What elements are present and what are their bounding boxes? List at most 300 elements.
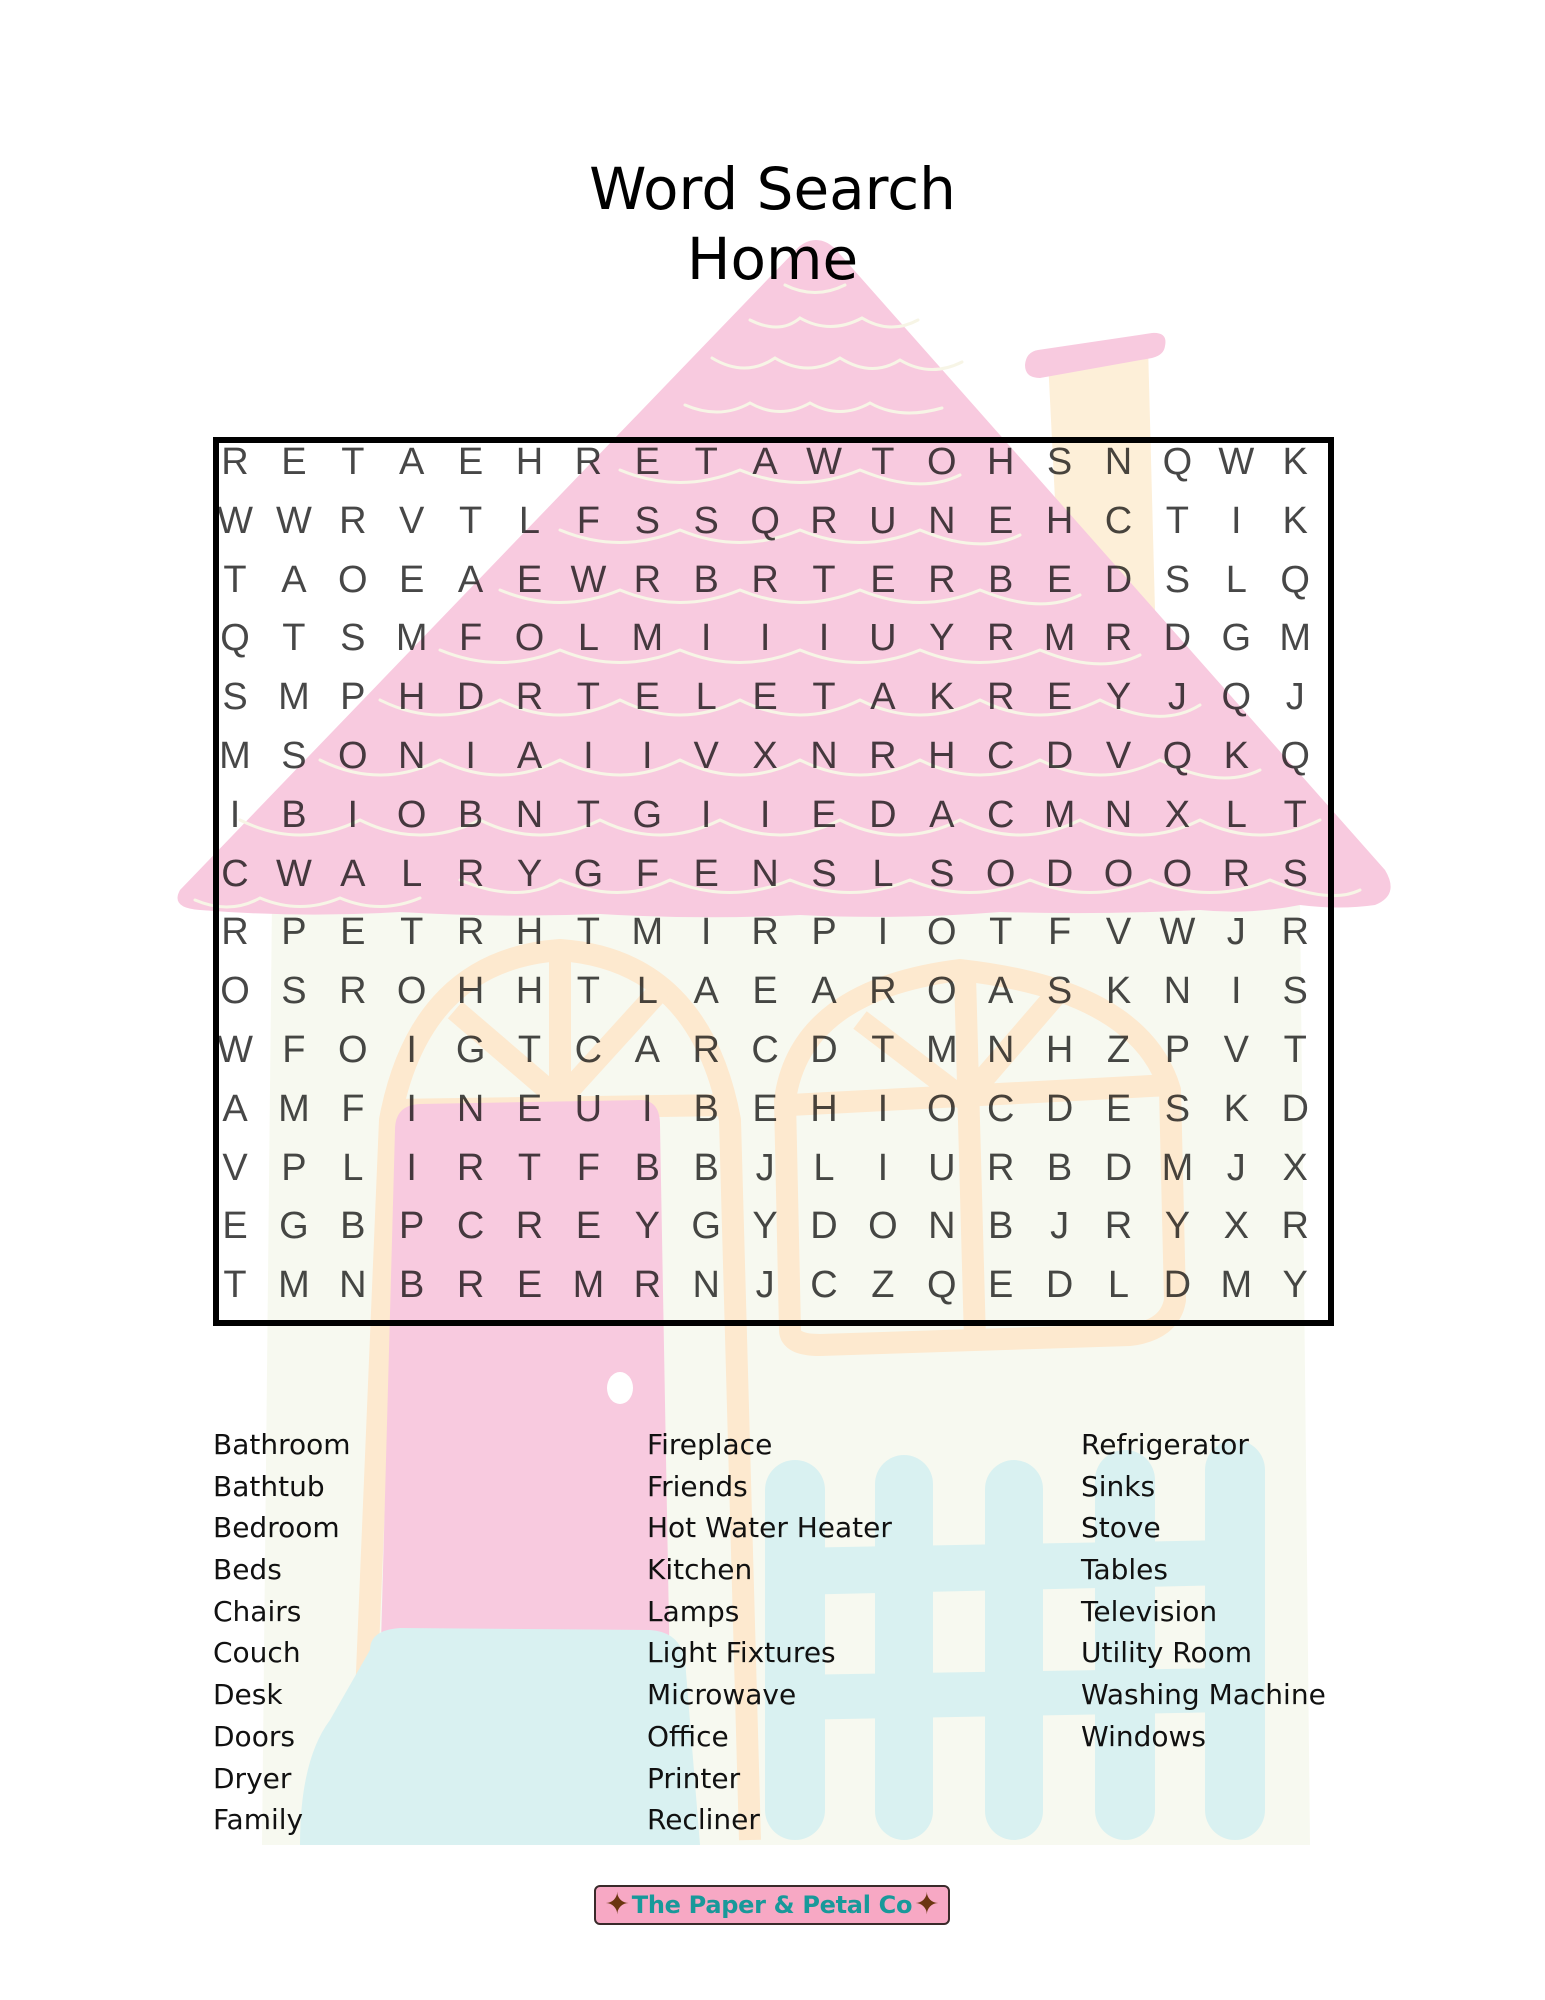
grid-cell[interactable]: E xyxy=(988,1264,1014,1307)
grid-cell[interactable]: Q xyxy=(750,499,780,542)
grid-cell[interactable]: C xyxy=(986,1087,1015,1130)
grid-cell[interactable]: E xyxy=(811,793,837,836)
grid-cell[interactable]: S xyxy=(281,970,307,1013)
grid-cell[interactable]: F xyxy=(576,1146,600,1189)
grid-cell[interactable]: T xyxy=(1283,793,1307,836)
grid-cell[interactable]: E xyxy=(752,676,778,719)
grid-cell[interactable]: M xyxy=(1220,1264,1253,1307)
grid-cell[interactable]: I xyxy=(1231,970,1242,1013)
grid-cell[interactable]: J xyxy=(1226,911,1246,954)
grid-cell[interactable]: E xyxy=(516,558,543,601)
grid-cell[interactable]: E xyxy=(457,441,484,483)
grid-cell[interactable]: O xyxy=(927,441,957,483)
grid-cell[interactable]: Y xyxy=(634,1205,660,1248)
grid-cell[interactable]: D xyxy=(1045,735,1074,777)
grid-cell[interactable]: R xyxy=(751,558,779,601)
grid-cell[interactable]: O xyxy=(338,735,368,777)
grid-cell[interactable]: E xyxy=(752,1087,778,1130)
grid-cell[interactable]: Y xyxy=(1164,1205,1191,1248)
grid-cell[interactable]: C xyxy=(986,793,1015,836)
grid-cell[interactable]: X xyxy=(1282,1146,1308,1189)
grid-cell[interactable]: T xyxy=(517,1029,542,1071)
grid-cell[interactable]: R xyxy=(515,1205,544,1248)
grid-cell[interactable]: N xyxy=(751,852,779,895)
grid-cell[interactable]: T xyxy=(576,676,600,719)
grid-cell[interactable]: Q xyxy=(927,1264,957,1307)
grid-cell[interactable]: E xyxy=(399,558,425,601)
grid-cell[interactable]: K xyxy=(1282,441,1308,483)
grid-cell[interactable]: R xyxy=(692,1029,720,1071)
grid-cell[interactable]: T xyxy=(694,441,718,483)
grid-cell[interactable]: B xyxy=(693,1146,719,1189)
grid-cell[interactable]: L xyxy=(518,499,541,542)
grid-cell[interactable]: I xyxy=(877,1146,889,1189)
grid-cell[interactable]: I xyxy=(406,1087,417,1130)
grid-cell[interactable]: E xyxy=(988,499,1014,542)
grid-cell[interactable]: I xyxy=(759,793,771,836)
grid-cell[interactable]: R xyxy=(456,1146,485,1189)
grid-cell[interactable]: S xyxy=(693,499,719,542)
grid-cell[interactable]: F xyxy=(458,617,483,660)
grid-cell[interactable]: A xyxy=(281,558,307,601)
word-item: Desk xyxy=(213,1678,283,1712)
grid-cell[interactable]: L xyxy=(1107,1264,1130,1307)
grid-cell[interactable]: A xyxy=(929,793,955,836)
grid-cell[interactable]: H xyxy=(1045,1029,1074,1071)
grid-cell[interactable]: D xyxy=(1163,617,1192,660)
grid-cell[interactable]: C xyxy=(810,1264,838,1307)
grid-cell[interactable]: R xyxy=(1281,1205,1309,1248)
grid-cell[interactable]: H xyxy=(515,441,544,483)
grid-cell[interactable]: M xyxy=(631,617,664,660)
grid-cell[interactable]: L xyxy=(813,1146,835,1189)
grid-cell[interactable]: E xyxy=(1046,558,1073,601)
grid-cell[interactable]: U xyxy=(928,1146,956,1189)
grid-cell[interactable]: T xyxy=(576,793,600,836)
grid-cell[interactable]: R xyxy=(1222,852,1251,895)
grid-cell[interactable]: L xyxy=(695,676,717,719)
grid-cell[interactable]: L xyxy=(872,852,894,895)
grid-cell[interactable]: D xyxy=(810,1029,838,1071)
grid-cell[interactable]: L xyxy=(1225,793,1247,836)
grid-cell[interactable]: T xyxy=(341,441,365,483)
grid-cell[interactable]: S xyxy=(1046,970,1073,1013)
grid-cell[interactable]: J xyxy=(755,1146,775,1189)
grid-cell[interactable]: B xyxy=(340,1205,366,1248)
grid-cell[interactable]: O xyxy=(927,911,957,954)
grid-cell[interactable]: W xyxy=(275,852,312,895)
grid-cell[interactable]: P xyxy=(281,911,307,954)
grid-cell[interactable]: E xyxy=(870,558,896,601)
grid-cell[interactable]: V xyxy=(1105,911,1132,954)
grid-cell[interactable]: O xyxy=(927,970,957,1013)
grid-cell[interactable]: N xyxy=(1104,793,1133,836)
grid-cell[interactable]: T xyxy=(576,970,600,1013)
grid-cell[interactable]: Q xyxy=(1280,735,1310,777)
grid-cell[interactable]: R xyxy=(1104,617,1133,660)
grid-cell[interactable]: W xyxy=(1159,911,1196,954)
grid-cell[interactable]: O xyxy=(985,852,1016,895)
grid-cell[interactable]: Y xyxy=(1105,676,1132,719)
grid-cell[interactable]: T xyxy=(812,558,836,601)
grid-cell[interactable]: S xyxy=(340,617,366,660)
grid-cell[interactable]: C xyxy=(456,1205,485,1248)
grid-cell[interactable]: M xyxy=(631,911,664,954)
grid-cell[interactable]: I xyxy=(406,1029,417,1071)
grid-cell[interactable]: S xyxy=(1046,441,1073,483)
grid-cell[interactable]: A xyxy=(811,970,837,1013)
grid-cell[interactable]: R xyxy=(986,676,1015,719)
word-item: Utility Room xyxy=(1081,1636,1252,1670)
grid-cell[interactable]: C xyxy=(986,735,1015,777)
grid-cell[interactable]: R xyxy=(1104,1205,1133,1248)
grid-cell[interactable]: S xyxy=(811,852,837,895)
grid-cell[interactable]: P xyxy=(1164,1029,1191,1071)
grid-cell[interactable]: R xyxy=(810,499,838,542)
grid-cell[interactable]: D xyxy=(456,676,485,719)
grid-cell[interactable]: T xyxy=(400,911,424,954)
grid-cell[interactable]: V xyxy=(1105,735,1132,777)
word-item: Microwave xyxy=(647,1678,797,1712)
grid-cell[interactable]: R xyxy=(751,911,779,954)
grid-cell[interactable]: K xyxy=(1282,499,1308,542)
grid-cell[interactable]: J xyxy=(1167,676,1187,719)
grid-cell[interactable]: A xyxy=(752,441,778,483)
grid-cell[interactable]: F xyxy=(1047,911,1072,954)
grid-cell[interactable]: B xyxy=(399,1264,425,1307)
grid-cell[interactable]: H xyxy=(810,1087,838,1130)
grid-cell[interactable]: G xyxy=(455,1029,486,1071)
grid-cell[interactable]: C xyxy=(751,1029,779,1071)
grid-cell[interactable]: N xyxy=(986,1029,1015,1071)
grid-cell[interactable]: M xyxy=(1043,793,1076,836)
grid-cell[interactable]: I xyxy=(583,735,594,777)
grid-cell[interactable]: D xyxy=(1163,1264,1192,1307)
grid-cell[interactable]: S xyxy=(1164,558,1191,601)
word-item: Printer xyxy=(647,1761,741,1795)
grid-cell[interactable]: M xyxy=(278,1087,310,1130)
grid-cell[interactable]: M xyxy=(278,1264,310,1307)
grid-cell[interactable]: S xyxy=(281,735,307,777)
grid-cell[interactable]: H xyxy=(1045,499,1074,542)
grid-cell[interactable]: B xyxy=(988,1205,1014,1248)
grid-cell[interactable]: Q xyxy=(1221,676,1252,719)
grid-cell[interactable]: H xyxy=(397,676,426,719)
grid-cell[interactable]: I xyxy=(229,793,241,836)
grid-cell[interactable]: H xyxy=(456,970,485,1013)
grid-cell[interactable]: L xyxy=(577,617,599,660)
grid-cell[interactable]: S xyxy=(222,676,248,719)
grid-cell[interactable]: P xyxy=(399,1205,425,1248)
grid-cell[interactable]: H xyxy=(928,735,956,777)
grid-cell[interactable]: E xyxy=(693,852,719,895)
grid-cell[interactable]: I xyxy=(759,617,771,660)
grid-cell[interactable]: H xyxy=(515,911,544,954)
grid-cell[interactable]: R xyxy=(986,1146,1015,1189)
grid-cell[interactable]: A xyxy=(222,1087,248,1130)
grid-cell[interactable]: J xyxy=(1050,1205,1070,1248)
grid-cell[interactable]: Z xyxy=(1106,1029,1131,1071)
grid-cell[interactable]: O xyxy=(396,970,427,1013)
grid-cell[interactable]: Q xyxy=(220,617,250,660)
grid-cell[interactable]: W xyxy=(217,499,253,542)
grid-cell[interactable]: G xyxy=(691,1205,721,1248)
grid-cell[interactable]: Z xyxy=(871,1264,895,1307)
grid-cell[interactable]: O xyxy=(927,1087,957,1130)
grid-cell[interactable]: K xyxy=(1105,970,1132,1013)
grid-cell[interactable]: O xyxy=(868,1205,898,1248)
grid-cell[interactable]: S xyxy=(1282,852,1308,895)
grid-cell[interactable]: I xyxy=(347,793,359,836)
grid-cell[interactable]: M xyxy=(395,617,428,660)
grid-cell[interactable]: M xyxy=(1161,1146,1194,1189)
grid-cell[interactable]: R xyxy=(986,617,1015,660)
grid-cell[interactable]: P xyxy=(811,911,837,954)
grid-cell[interactable]: I xyxy=(700,911,712,954)
grid-cell[interactable]: N xyxy=(810,735,838,777)
grid-cell[interactable]: C xyxy=(574,1029,603,1071)
grid-cell[interactable]: T xyxy=(812,676,836,719)
grid-cell[interactable]: C xyxy=(1104,499,1133,542)
grid-cell[interactable]: H xyxy=(515,970,544,1013)
grid-cell[interactable]: D xyxy=(1045,1264,1074,1307)
grid-cell[interactable]: T xyxy=(223,1264,247,1307)
grid-cell[interactable]: F xyxy=(282,1029,306,1071)
grid-cell[interactable]: R xyxy=(928,558,956,601)
grid-cell[interactable]: D xyxy=(810,1205,838,1248)
grid-cell[interactable]: T xyxy=(576,911,600,954)
grid-cell[interactable]: I xyxy=(642,735,653,777)
grid-cell[interactable]: A xyxy=(340,852,366,895)
grid-cell[interactable]: M xyxy=(278,676,310,719)
grid-cell[interactable]: R xyxy=(869,735,897,777)
grid-cell[interactable]: S xyxy=(929,852,955,895)
grid-cell[interactable]: N xyxy=(928,1205,956,1248)
grid-cell[interactable]: N xyxy=(928,499,956,542)
grid-cell[interactable]: Y xyxy=(929,617,955,660)
grid-cell[interactable]: A xyxy=(634,1029,660,1071)
grid-cell[interactable]: Q xyxy=(1162,735,1193,777)
grid-cell[interactable]: R xyxy=(633,558,662,601)
grid-cell[interactable]: R xyxy=(221,911,249,954)
grid-cell[interactable]: X xyxy=(752,735,778,777)
grid-cell[interactable]: L xyxy=(636,970,658,1013)
grid-cell[interactable]: R xyxy=(1281,911,1309,954)
grid-cell[interactable]: B xyxy=(634,1146,660,1189)
word-list-column-1 xyxy=(213,1424,351,1841)
grid-cell[interactable]: N xyxy=(456,1087,485,1130)
grid-cell[interactable]: J xyxy=(755,1264,775,1307)
grid-cell[interactable]: K xyxy=(1223,735,1249,777)
grid-cell[interactable]: T xyxy=(282,617,306,660)
grid-cell[interactable]: S xyxy=(1282,970,1308,1013)
grid-cell[interactable]: C xyxy=(221,852,249,895)
grid-cell[interactable]: I xyxy=(642,1087,653,1130)
grid-cell[interactable]: T xyxy=(223,558,247,601)
grid-cell[interactable]: O xyxy=(1162,852,1193,895)
word-search-grid[interactable] xyxy=(213,437,1334,1326)
grid-cell[interactable]: E xyxy=(516,1264,543,1307)
grid-cell[interactable]: V xyxy=(222,1146,248,1189)
grid-cell[interactable]: B xyxy=(988,558,1014,601)
grid-cell[interactable]: D xyxy=(869,793,897,836)
grid-cell[interactable]: F xyxy=(341,1087,365,1130)
grid-cell[interactable]: X xyxy=(1164,793,1191,836)
grid-cell[interactable]: E xyxy=(340,911,366,954)
grid-cell[interactable]: O xyxy=(338,558,368,601)
grid-cell[interactable]: R xyxy=(456,911,485,954)
grid-cell[interactable]: E xyxy=(634,676,660,719)
grid-cell[interactable]: R xyxy=(869,970,897,1013)
grid-cell[interactable]: E xyxy=(634,441,660,483)
grid-cell[interactable]: X xyxy=(1223,1205,1249,1248)
word-item: Hot Water Heater xyxy=(647,1511,892,1545)
page-subtitle: Home xyxy=(686,225,859,293)
grid-cell[interactable]: S xyxy=(634,499,660,542)
grid-cell[interactable]: D xyxy=(1104,1146,1133,1189)
grid-cell[interactable]: Y xyxy=(516,852,543,895)
grid-cell[interactable]: E xyxy=(1046,676,1073,719)
grid-cell[interactable]: O xyxy=(338,1029,368,1071)
grid-cell[interactable]: G xyxy=(632,793,663,836)
grid-cell[interactable]: W xyxy=(1218,441,1255,483)
grid-cell[interactable]: W xyxy=(275,499,312,542)
grid-cell[interactable]: V xyxy=(399,499,425,542)
grid-cell[interactable]: W xyxy=(217,1029,253,1071)
grid-cell[interactable]: Q xyxy=(1280,558,1310,601)
grid-cell[interactable]: N xyxy=(515,793,544,836)
grid-cell[interactable]: R xyxy=(456,852,485,895)
grid-cell[interactable]: J xyxy=(1226,1146,1246,1189)
grid-cell[interactable]: U xyxy=(869,617,897,660)
grid-cell[interactable]: T xyxy=(1165,499,1189,542)
grid-cell[interactable]: L xyxy=(401,852,423,895)
word-list-column-2 xyxy=(647,1424,892,1841)
grid-cell[interactable]: N xyxy=(1104,441,1133,483)
grid-cell[interactable]: T xyxy=(517,1146,542,1189)
grid-cell[interactable]: H xyxy=(986,441,1015,483)
grid-cell[interactable]: R xyxy=(515,676,544,719)
grid-cell[interactable]: A xyxy=(870,676,896,719)
grid-cell[interactable]: R xyxy=(339,499,367,542)
grid-cell[interactable]: E xyxy=(1105,1087,1132,1130)
grid-cell[interactable]: I xyxy=(465,735,476,777)
grid-cell[interactable]: E xyxy=(752,970,778,1013)
grid-cell[interactable]: E xyxy=(281,441,307,483)
grid-cell[interactable]: B xyxy=(693,558,719,601)
grid-cell[interactable]: G xyxy=(1221,617,1252,660)
grid-cell[interactable]: B xyxy=(693,1087,719,1130)
grid-cell[interactable]: W xyxy=(806,441,842,483)
grid-cell[interactable]: M xyxy=(572,1264,605,1307)
grid-cell[interactable]: L xyxy=(1225,558,1247,601)
grid-cell[interactable]: D xyxy=(1045,1087,1074,1130)
grid-cell[interactable]: O xyxy=(396,793,427,836)
grid-cell[interactable]: I xyxy=(877,1087,889,1130)
grid-cell[interactable]: M xyxy=(925,1029,958,1071)
grid-cell[interactable]: N xyxy=(692,1264,720,1307)
grid-cell[interactable]: T xyxy=(458,499,483,542)
grid-cell[interactable]: M xyxy=(1043,617,1076,660)
grid-cell[interactable]: L xyxy=(342,1146,364,1189)
grid-cell[interactable]: N xyxy=(339,1264,367,1307)
grid-cell[interactable]: B xyxy=(1046,1146,1073,1189)
grid-cell[interactable]: T xyxy=(871,441,895,483)
grid-cell[interactable]: R xyxy=(456,1264,485,1307)
grid-cell[interactable]: N xyxy=(1163,970,1192,1013)
grid-cell[interactable]: V xyxy=(1223,1029,1249,1071)
word-item: Stove xyxy=(1081,1511,1161,1545)
word-item: Kitchen xyxy=(647,1553,753,1587)
grid-cell[interactable]: U xyxy=(574,1087,603,1130)
grid-cell[interactable]: I xyxy=(1231,499,1242,542)
grid-cell[interactable]: I xyxy=(700,793,712,836)
word-item: Couch xyxy=(213,1636,301,1670)
grid-cell[interactable]: Y xyxy=(1282,1264,1308,1307)
word-item: Windows xyxy=(1081,1719,1206,1753)
grid-cell[interactable]: B xyxy=(457,793,484,836)
grid-cell[interactable]: Y xyxy=(752,1205,778,1248)
grid-cell[interactable]: U xyxy=(869,499,897,542)
grid-cell[interactable]: N xyxy=(397,735,426,777)
grid-cell[interactable]: T xyxy=(1283,1029,1307,1071)
grid-cell[interactable]: D xyxy=(1281,1087,1309,1130)
grid-cell[interactable]: E xyxy=(222,1205,248,1248)
grid-cell[interactable]: G xyxy=(573,852,604,895)
grid-cell[interactable]: W xyxy=(570,558,607,601)
grid-cell[interactable]: D xyxy=(1045,852,1074,895)
grid-cell[interactable]: O xyxy=(220,970,250,1013)
word-item: Refrigerator xyxy=(1081,1428,1249,1461)
grid-cell[interactable]: F xyxy=(635,852,659,895)
grid-cell[interactable]: O xyxy=(1103,852,1134,895)
page-title: Word Search xyxy=(589,155,956,223)
grid-cell[interactable]: T xyxy=(989,911,1013,954)
grid-cell[interactable]: K xyxy=(929,676,955,719)
grid-cell[interactable]: I xyxy=(700,617,712,660)
grid-cell[interactable]: K xyxy=(1223,1087,1249,1130)
grid-cell[interactable]: E xyxy=(575,1205,602,1248)
grid-cell[interactable]: I xyxy=(406,1146,417,1189)
grid-cell[interactable]: M xyxy=(1279,617,1312,660)
grid-cell[interactable]: B xyxy=(281,793,307,836)
grid-cell[interactable]: O xyxy=(514,617,545,660)
grid-cell[interactable]: A xyxy=(399,441,425,483)
grid-cell[interactable]: T xyxy=(871,1029,895,1071)
grid-cell[interactable]: F xyxy=(576,499,600,542)
grid-cell[interactable]: V xyxy=(693,735,719,777)
grid-cell[interactable]: J xyxy=(1285,676,1305,719)
grid-cell[interactable]: G xyxy=(279,1205,309,1248)
grid-cell[interactable]: R xyxy=(339,970,367,1013)
grid-cell[interactable]: R xyxy=(633,1264,662,1307)
grid-cell[interactable]: E xyxy=(516,1087,543,1130)
grid-cell[interactable]: A xyxy=(516,735,543,777)
grid-cell[interactable]: R xyxy=(574,441,603,483)
grid-cell[interactable]: P xyxy=(281,1146,307,1189)
grid-cell[interactable]: R xyxy=(221,441,249,483)
grid-cell[interactable]: S xyxy=(1164,1087,1191,1130)
grid-cell[interactable]: Q xyxy=(1162,441,1193,483)
grid-cell[interactable]: I xyxy=(818,617,830,660)
grid-cell[interactable]: I xyxy=(877,911,889,954)
grid-cell[interactable]: D xyxy=(1104,558,1133,601)
grid-cell[interactable]: A xyxy=(457,558,484,601)
grid-cell[interactable]: P xyxy=(340,676,366,719)
grid-cell[interactable]: A xyxy=(693,970,719,1013)
grid-cell[interactable]: M xyxy=(219,735,251,777)
grid-cell[interactable]: A xyxy=(988,970,1014,1013)
